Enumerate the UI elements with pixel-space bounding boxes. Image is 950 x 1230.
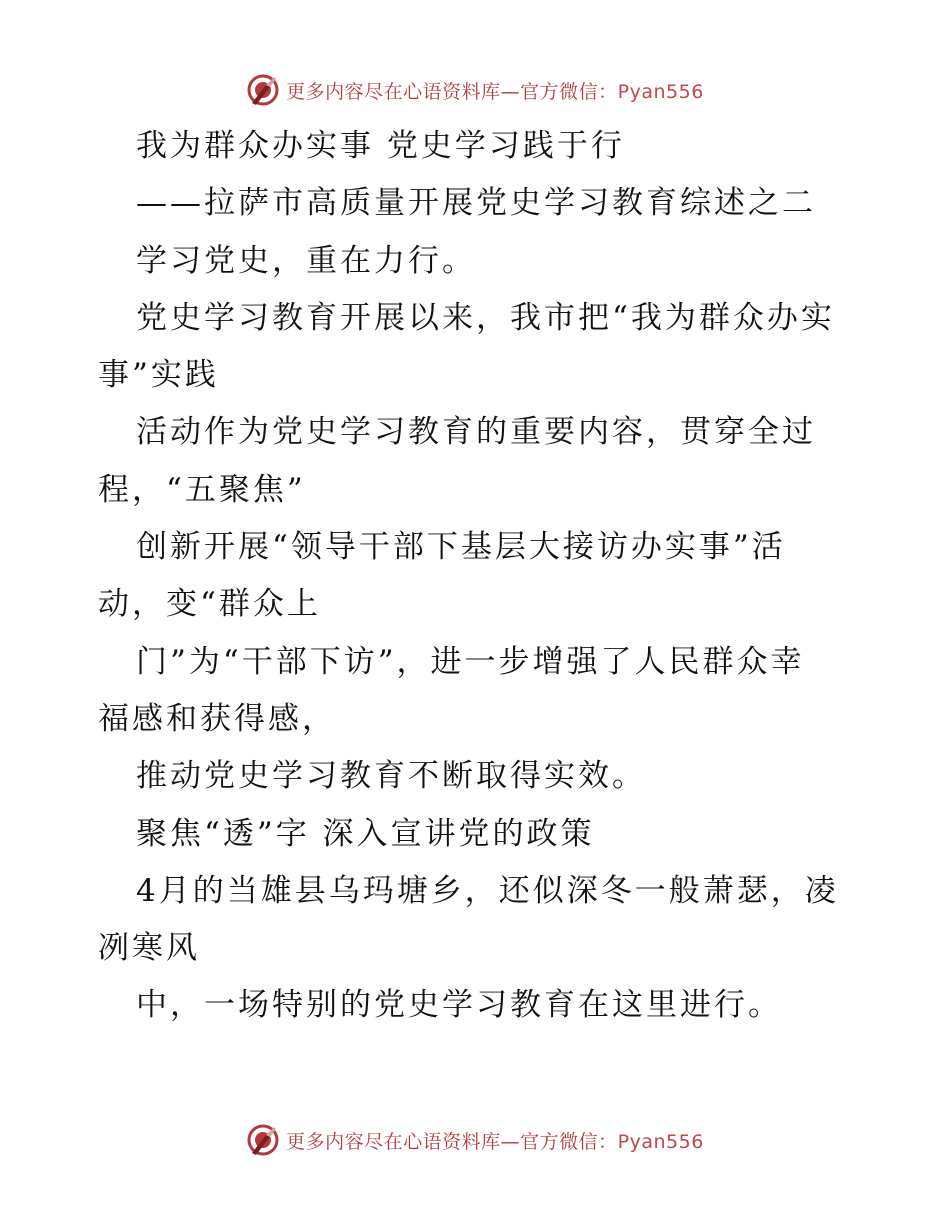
text-line: 4月的当雄县乌玛塘乡，还似深冬一般萧瑟，凌 — [136, 872, 839, 909]
banner-handle: Pyan556 — [617, 80, 704, 103]
text-line: 动，变“群众上 — [98, 586, 321, 623]
banner-handle: Pyan556 — [617, 1130, 704, 1153]
text-line: 创新开展“领导干部下基层大接访办实事”活 — [136, 529, 786, 566]
text-line: ——拉萨市高质量开展党史学习教育综述之二 — [136, 185, 816, 222]
banner-text — [286, 1127, 704, 1154]
text-line: 冽寒风 — [98, 930, 200, 967]
text-line: 学习党史，重在力行。 — [136, 242, 476, 279]
banner-slogan: 更多内容尽在心语资料库—官方微信： — [286, 80, 618, 103]
banner-text — [286, 77, 704, 104]
text-line: 推动党史学习教育不断取得实效。 — [136, 758, 646, 795]
text-line: 事”实践 — [98, 357, 219, 394]
text-line: 聚焦“透”字 深入宣讲党的政策 — [136, 815, 595, 852]
text-line: 程，“五聚焦” — [98, 471, 306, 508]
text-line: 活动作为党史学习教育的重要内容，贯穿全过 — [136, 414, 816, 451]
text-line: 福感和获得感， — [98, 700, 336, 737]
pen-logo-icon — [246, 73, 280, 107]
text-line: 中，一场特别的党史学习教育在这里进行。 — [136, 987, 782, 1024]
footer-watermark-banner — [0, 1120, 950, 1160]
banner-slogan: 更多内容尽在心语资料库—官方微信： — [286, 1130, 618, 1153]
pen-logo-icon — [246, 1123, 280, 1157]
header-watermark-banner — [0, 70, 950, 110]
text-line: 门”为“干部下访”，进一步增强了人民群众幸 — [136, 643, 805, 680]
document-body — [98, 118, 858, 1035]
text-line: 党史学习教育开展以来，我市把“我为群众办实 — [136, 299, 835, 336]
text-line: 我为群众办实事 党史学习践于行 — [136, 128, 625, 164]
